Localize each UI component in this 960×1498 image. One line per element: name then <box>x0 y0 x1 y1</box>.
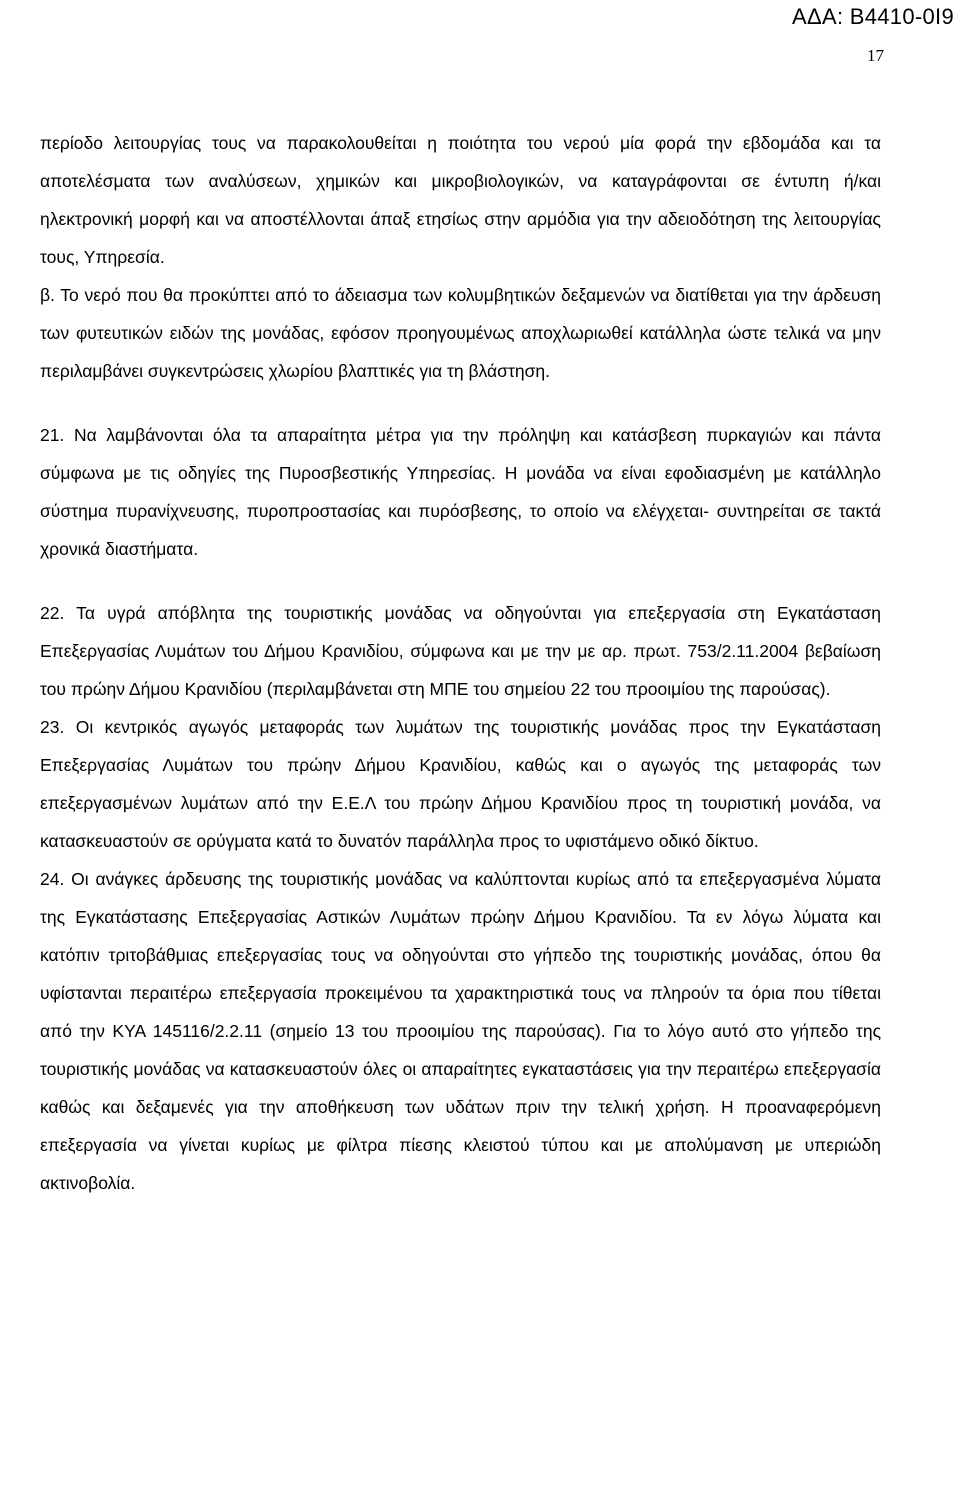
paragraph-item-23: 23. Οι κεντρικός αγωγός μεταφοράς των λυμάτων της τουριστικής μονάδας προς την Εγκατάσταση Επεξεργασίας Λυμάτων του πρώην Δήμου Κρανιδίου, καθώς και ο αγωγός της μεταφοράς των επεξεργασμένων λυμάτων από την Ε.Ε.Λ του πρώην Δήμου Κρανιδίου προς τη τουριστική μονάδα, να κατασκευαστούν σε ορύγματα κατά το δυνατόν παράλληλα προς το υφιστάμενο οδικό δίκτυο. <box>40 717 881 851</box>
document-body <box>40 124 881 1202</box>
page-number: 17 <box>867 46 884 65</box>
paragraph-item-24: 24. Οι ανάγκες άρδευσης της τουριστικής μονάδας να καλύπτονται κυρίως από τα επεξεργασμένα λύματα της Εγκατάστασης Επεξεργασίας Αστικών Λυμάτων πρώην Δήμου Κρανιδίου. Τα εν λόγω λύματα και κατόπιν τριτοβάθμιας επεξεργασίας τους να οδηγούνται στο γήπεδο της τουριστικής μονάδας, όπου θα υφίστανται περαιτέρω επεξεργασία προκειμένου τα χαρακτηριστικά τους να πληρούν τα όρια που τίθεται από την ΚΥΑ 145116/2.2.11 (σημείο 13 του προοιμίου της παρούσας). Για το λόγο αυτό στο γήπεδο της τουριστικής μονάδας να κατασκευαστούν όλες οι απαραίτητες εγκαταστάσεις για την περαιτέρω επεξεργασία καθώς και δεξαμενές για την αποθήκευση των υδάτων πριν την τελική χρήση. Η προαναφερόμενη επεξεργασία να γίνεται κυρίως με φίλτρα πίεσης κλειστού τύπου και με απολύμανση με υπεριώδη ακτινοβολία. <box>40 869 881 1193</box>
paragraph-item-21: 21. Να λαμβάνονται όλα τα απαραίτητα μέτρα για την πρόληψη και κατάσβεση πυρκαγιών και πάντα σύμφωνα με τις οδηγίες της Πυροσβεστικής Υπηρεσίας. Η μονάδα να είναι εφοδιασμένη με κατάλληλο σύστημα πυρανίχνευσης, πυροπροστασίας και πυρόσβεσης, το οποίο να ελέγχεται- συντηρείται σε τακτά χρονικά διαστήματα. <box>40 425 881 559</box>
paragraph-continuation: περίοδο λειτουργίας τους να παρακολουθείται η ποιότητα του νερού μία φορά την εβδομάδα και τα αποτελέσματα των αναλύσεων, χημικών και μικροβιολογικών, να καταγράφονται σε έντυπη ή/και ηλεκτρονική μορφή και να αποστέλλονται άπαξ ετησίως στην αρμόδια για την αδειοδότηση της λειτουργίας τους, Υπηρεσία. <box>40 133 881 267</box>
paragraph-item-b: β. Το νερό που θα προκύπτει από το άδειασμα των κολυμβητικών δεξαμενών να διατίθεται για την άρδευση των φυτευτικών ειδών της μονάδας, εφόσον προηγουμένως αποχλωριωθεί κατάλληλα ώστε τελικά να μην περιλαμβάνει συγκεντρώσεις χλωρίου βλαπτικές για τη βλάστηση. <box>40 285 881 381</box>
ada-code: ΑΔΑ: Β4410-0Ι9 <box>792 4 954 29</box>
paragraph-item-22: 22. Τα υγρά απόβλητα της τουριστικής μονάδας να οδηγούνται για επεξεργασία στη Εγκατάσταση Επεξεργασίας Λυμάτων του Δήμου Κρανιδίου, σύμφωνα και με την με αρ. πρωτ. 753/2.11.2004 βεβαίωση του πρώην Δήμου Κρανιδίου (περιλαμβάνεται στη ΜΠΕ του σημείου 22 του προοιμίου της παρούσας). <box>40 603 881 699</box>
